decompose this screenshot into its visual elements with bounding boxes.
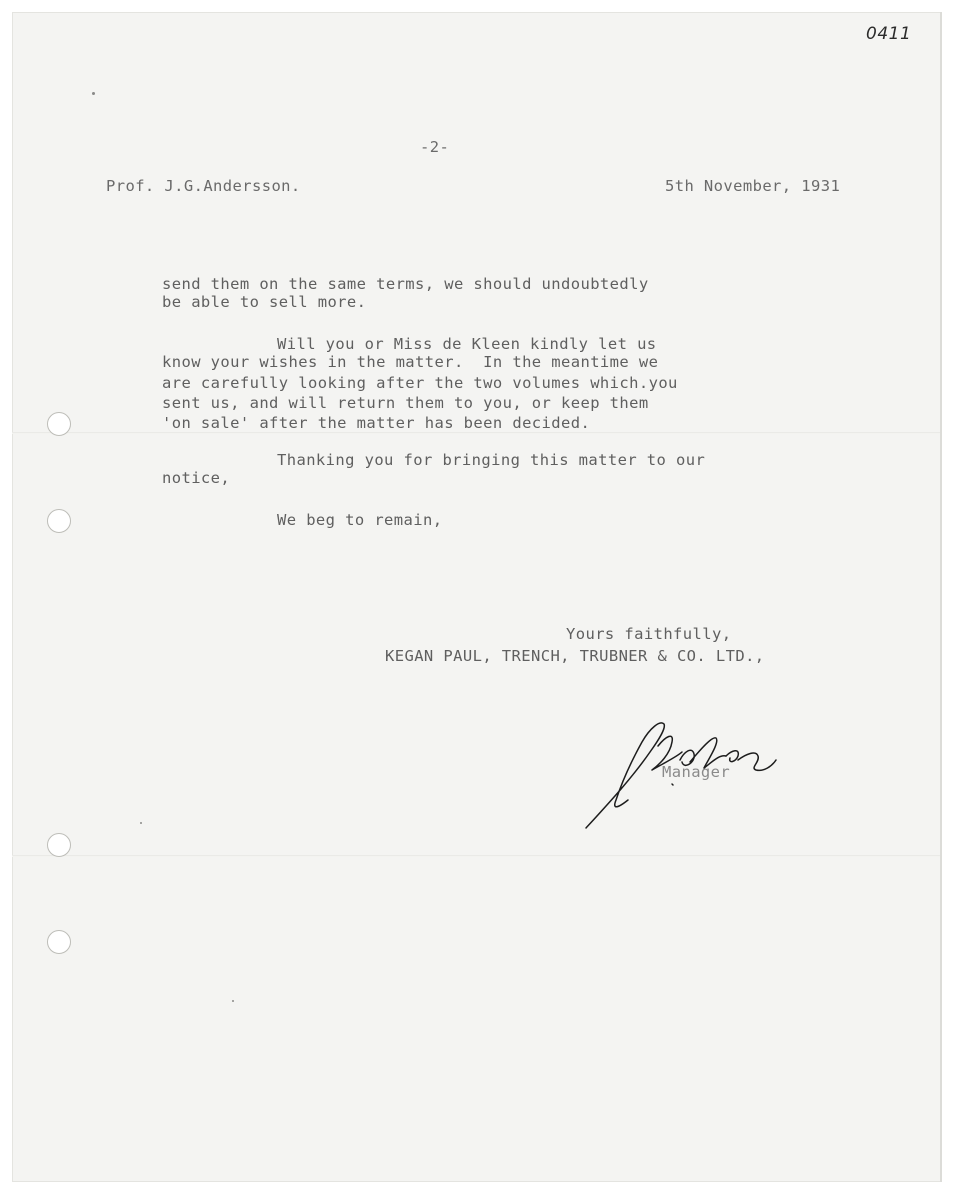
body-line: Thanking you for bringing this matter to our — [277, 451, 706, 469]
punch-hole — [47, 833, 71, 857]
punch-hole — [47, 412, 71, 436]
paper-speck — [232, 1000, 234, 1002]
letter-date: 5th November, 1931 — [665, 177, 841, 195]
company-name: KEGAN PAUL, TRENCH, TRUBNER & CO. LTD., — [385, 647, 765, 665]
handwritten-signature — [580, 712, 790, 842]
signatory-title: Manager — [662, 763, 731, 781]
recipient-line: Prof. J.G.Andersson. — [106, 177, 301, 195]
punch-hole — [47, 509, 71, 533]
body-line: be able to sell more. — [162, 293, 367, 311]
body-line: send them on the same terms, we should undoubtedly — [162, 275, 649, 293]
paper-speck — [140, 822, 142, 824]
paper-fold-line — [12, 432, 942, 434]
body-line: know your wishes in the matter. In the meantime we — [162, 353, 659, 371]
body-line: 'on sale' after the matter has been decided. — [162, 414, 591, 432]
body-line: sent us, and will return them to you, or keep them — [162, 394, 649, 412]
body-line: Will you or Miss de Kleen kindly let us — [277, 335, 657, 353]
paper-edge-shadow — [940, 12, 942, 1182]
punch-hole — [47, 930, 71, 954]
paper-fold-line — [12, 855, 942, 857]
archive-number: 0411 — [866, 24, 912, 44]
body-line: are carefully looking after the two volumes which.you — [162, 374, 678, 392]
page-number: -2- — [420, 138, 450, 156]
valediction: Yours faithfully, — [566, 625, 732, 643]
paper-speck — [92, 92, 95, 95]
body-line: notice, — [162, 469, 231, 487]
body-line: We beg to remain, — [277, 511, 443, 529]
